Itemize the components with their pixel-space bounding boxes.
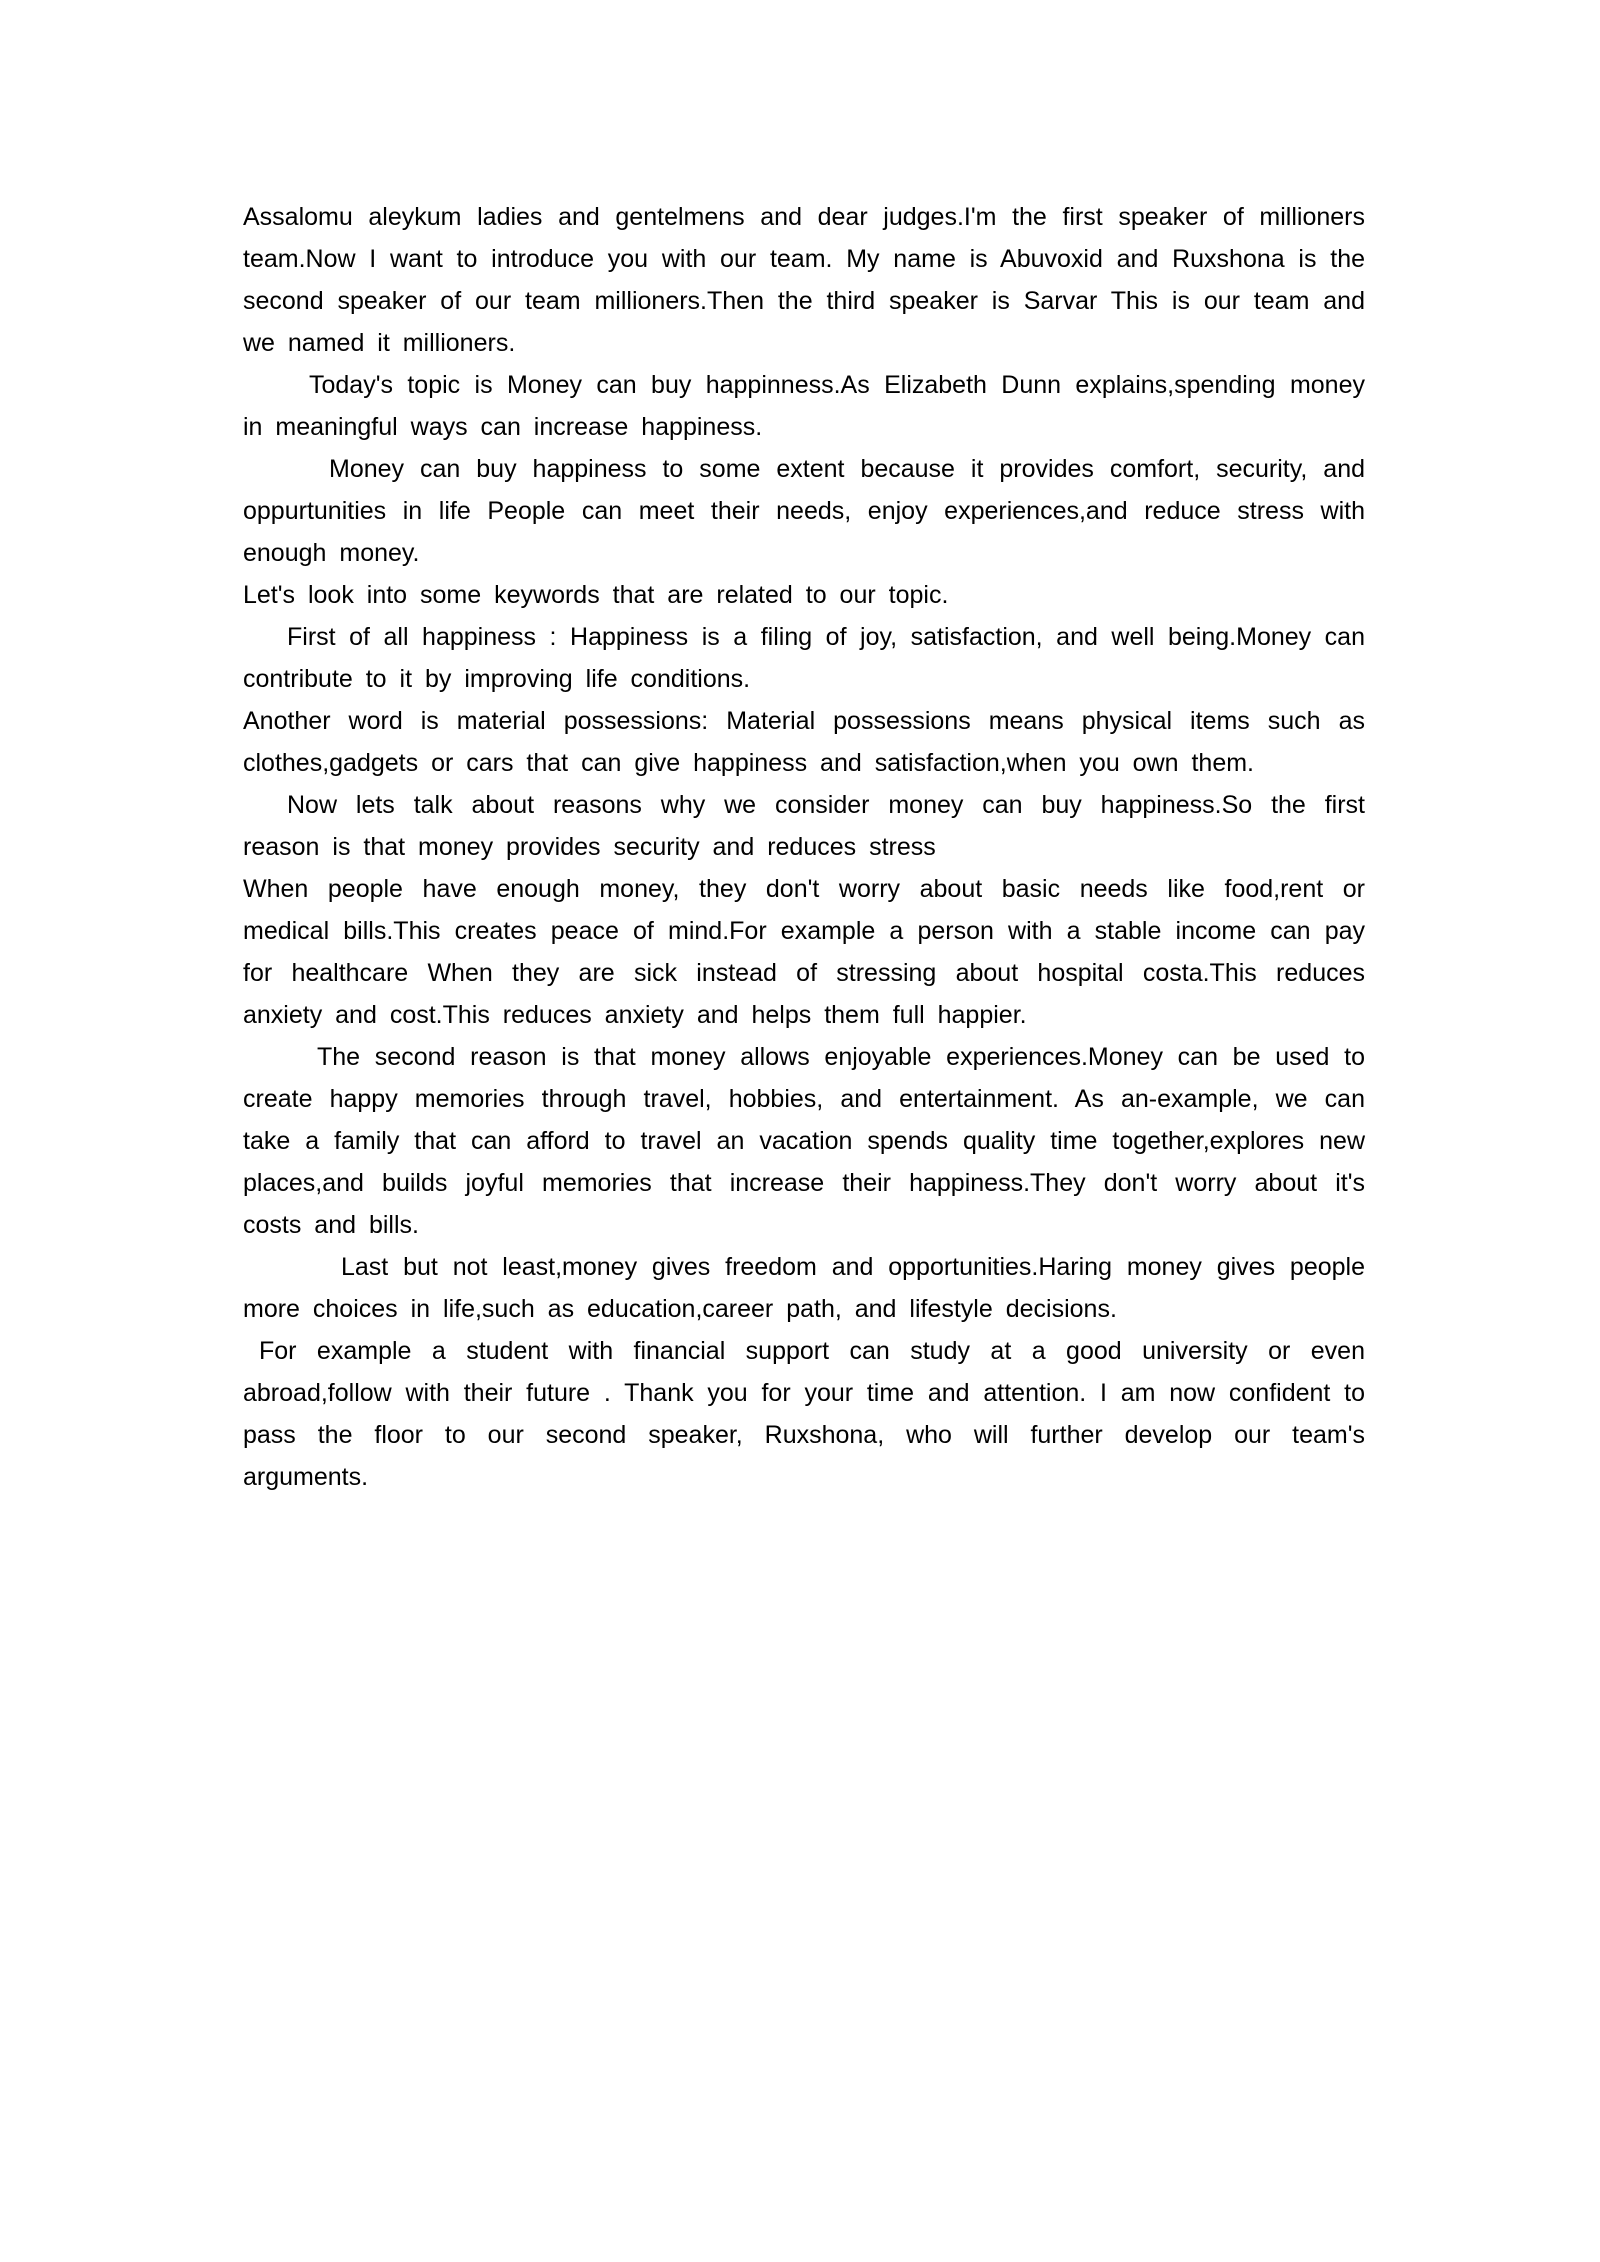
document-body	[243, 196, 1365, 1498]
paragraph-keywords-intro: Let's look into some keywords that are related to our topic.	[243, 581, 949, 609]
paragraph-reason-freedom: Last but not least,money gives freedom and opportunities.Haring money gives people more choices in life,such as education,career path, and lifestyle decisions.	[243, 1253, 1365, 1323]
paragraph-keyword-happiness: First of all happiness : Happiness is a filing of joy, satisfaction, and well being.Money can contribute to it by improving life conditions.	[243, 623, 1365, 693]
paragraph-thesis: Money can buy happiness to some extent because it provides comfort, security, and oppurtunities in life People can meet their needs, enjoy experiences,and reduce stress with enough money.	[243, 455, 1365, 567]
paragraph-reasons-intro: Now lets talk about reasons why we consider money can buy happiness.So the first reason is that money provides security and reduces stress	[243, 791, 1365, 861]
paragraph-conclusion: For example a student with financial support can study at a good university or even abroad,follow with their future . Thank you for your time and attention. I am now confident to pass the floor to our second speaker, Ruxshona, who will further develop our team's arguments.	[243, 1337, 1365, 1491]
paragraph-topic: Today's topic is Money can buy happinness.As Elizabeth Dunn explains,spending money in meaningful ways can increase happiness.	[243, 371, 1365, 441]
paragraph-introduction: Assalomu aleykum ladies and gentelmens and dear judges.I'm the first speaker of millioners team.Now I want to introduce you with our team. My name is Abuvoxid and Ruxshona is the second speaker of our team millioners.Then the third speaker is Sarvar This is our team and we named it millioners.	[243, 203, 1365, 357]
paragraph-reason-security: When people have enough money, they don't worry about basic needs like food,rent or medical bills.This creates peace of mind.For example a person with a stable income can pay for healthcare When they are sick instead of stressing about hospital costa.This reduces anxiety and cost.This reduces anxiety and helps them full happier.	[243, 875, 1365, 1029]
paragraph-reason-experiences: The second reason is that money allows enjoyable experiences.Money can be used to create happy memories through travel, hobbies, and entertainment. As an-example, we can take a family that can afford to travel an vacation spends quality time together,explores new places,and builds joyful memories that increase their happiness.They don't worry about it's costs and bills.	[243, 1043, 1365, 1239]
paragraph-keyword-possessions: Another word is material possessions: Material possessions means physical items such as clothes,gadgets or cars that can give happiness and satisfaction,when you own them.	[243, 707, 1365, 777]
